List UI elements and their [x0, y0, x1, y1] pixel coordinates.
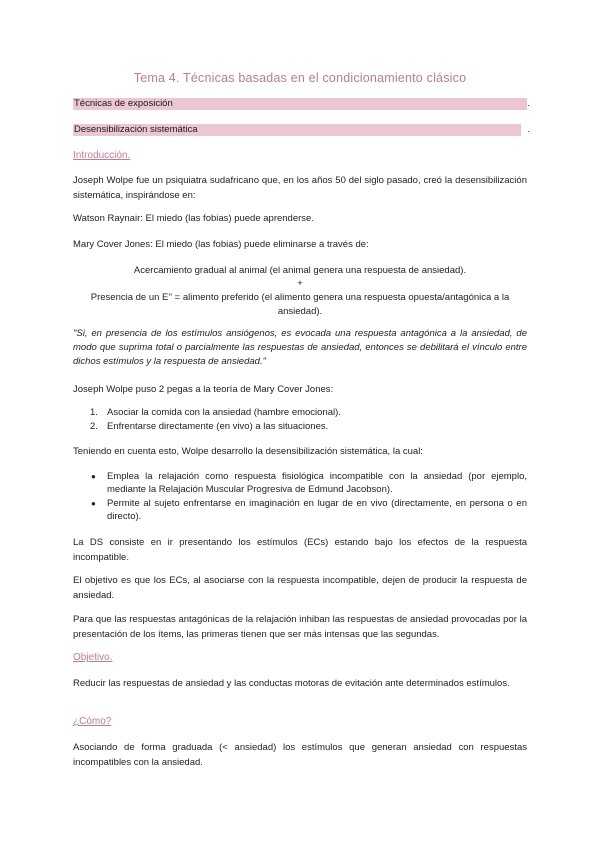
heading-exposure-text: Técnicas de exposición — [74, 98, 173, 109]
paragraph: Mary Cover Jones: El miedo (las fobias) puede eliminarse a través de: — [73, 239, 369, 250]
plus-sign: + — [297, 278, 303, 289]
paragraph: Joseph Wolpe fue un psiquiatra sudafricano que, en los años 50 del siglo pasado, creó la desensibilización sistemática, inspirándose en: — [73, 175, 527, 201]
list-item — [73, 420, 527, 433]
bullet-list — [73, 470, 527, 524]
centered-line: Acercamiento gradual al animal (el animal genera una respuesta de ansiedad). — [133, 265, 467, 276]
list-item-text: Enfrentarse directamente (en vivo) a las situaciones. — [107, 421, 329, 432]
list-number: 2. — [90, 421, 98, 432]
paragraph: Asociando de forma graduada (< ansiedad) los estímulos que generan ansiedad con respuestas incompatibles con la ansiedad. — [73, 742, 527, 768]
paragraph: El objetivo es que los ECs, al asociarse con la respuesta incompatible, dejen de producir la respuesta de ansiedad. — [73, 575, 527, 601]
list-item — [73, 406, 527, 419]
list-item-text: Emplea la relajación como respuesta fisiológica incompatible con la ansiedad (por ejemplo, mediante la Relajación Muscular Progresiva de Edmund Jacobson). — [107, 471, 527, 495]
heading-dot: . — [527, 124, 530, 135]
paragraph: Joseph Wolpe puso 2 pegas a la teoría de Mary Cover Jones: — [73, 384, 334, 395]
list-item — [73, 497, 527, 523]
paragraph: La DS consiste en ir presentando los estímulos (ECs) estando bajo los efectos de la respuesta incompatible. — [73, 537, 527, 563]
list-item — [73, 470, 527, 496]
heading-band-ds — [73, 124, 530, 136]
heading-ds-text: Desensibilización sistemática — [74, 124, 198, 135]
centered-line: Presencia de un E'' = alimento preferido (el alimento genera una respuesta opuesta/antagónica a la ansiedad). — [90, 292, 510, 317]
heading-band-exposure — [73, 98, 530, 110]
paragraph: Para que las respuestas antagónicas de la relajación inhiban las respuestas de ansiedad provocadas por la presentación de los ítems, las primeras tienen que ser más intensas que las segundas. — [73, 614, 527, 640]
ordered-list — [73, 406, 527, 434]
section-objetivo-heading: Objetivo. — [73, 652, 113, 663]
list-item-text: Permite al sujeto enfrentarse en imaginación en lugar de en vivo (directamente, en persona o en directo). — [107, 498, 527, 522]
bullet-icon: ● — [91, 499, 96, 508]
page-title: Tema 4. Técnicas basadas en el condicionamiento clásico — [133, 71, 467, 85]
section-intro-heading: Introducción. — [73, 150, 131, 161]
bullet-icon: ● — [91, 472, 96, 481]
quote-paragraph: "Si, en presencia de los estímulos ansiógenos, es evocada una respuesta antagónica a la ansiedad, de modo que suprima total o parcialmente las respuestas de ansiedad, entonces se debilitará el vínculo entre dichos estímulos y la respuesta de ansiedad." — [73, 328, 527, 367]
heading-dot: . — [527, 98, 530, 109]
paragraph: Watson Raynair: El miedo (las fobias) puede aprenderse. — [73, 213, 314, 224]
list-item-text: Asociar la comida con la ansiedad (hambre emocional). — [107, 407, 341, 418]
paragraph: Teniendo en cuenta esto, Wolpe desarrollo la desensibilización sistemática, la cual: — [73, 446, 423, 457]
section-como-heading: ¿Cómo? — [73, 716, 112, 727]
paragraph: Reducir las respuestas de ansiedad y las conductas motoras de evitación ante determinados estímulos. — [73, 678, 510, 689]
list-number: 1. — [90, 407, 98, 418]
